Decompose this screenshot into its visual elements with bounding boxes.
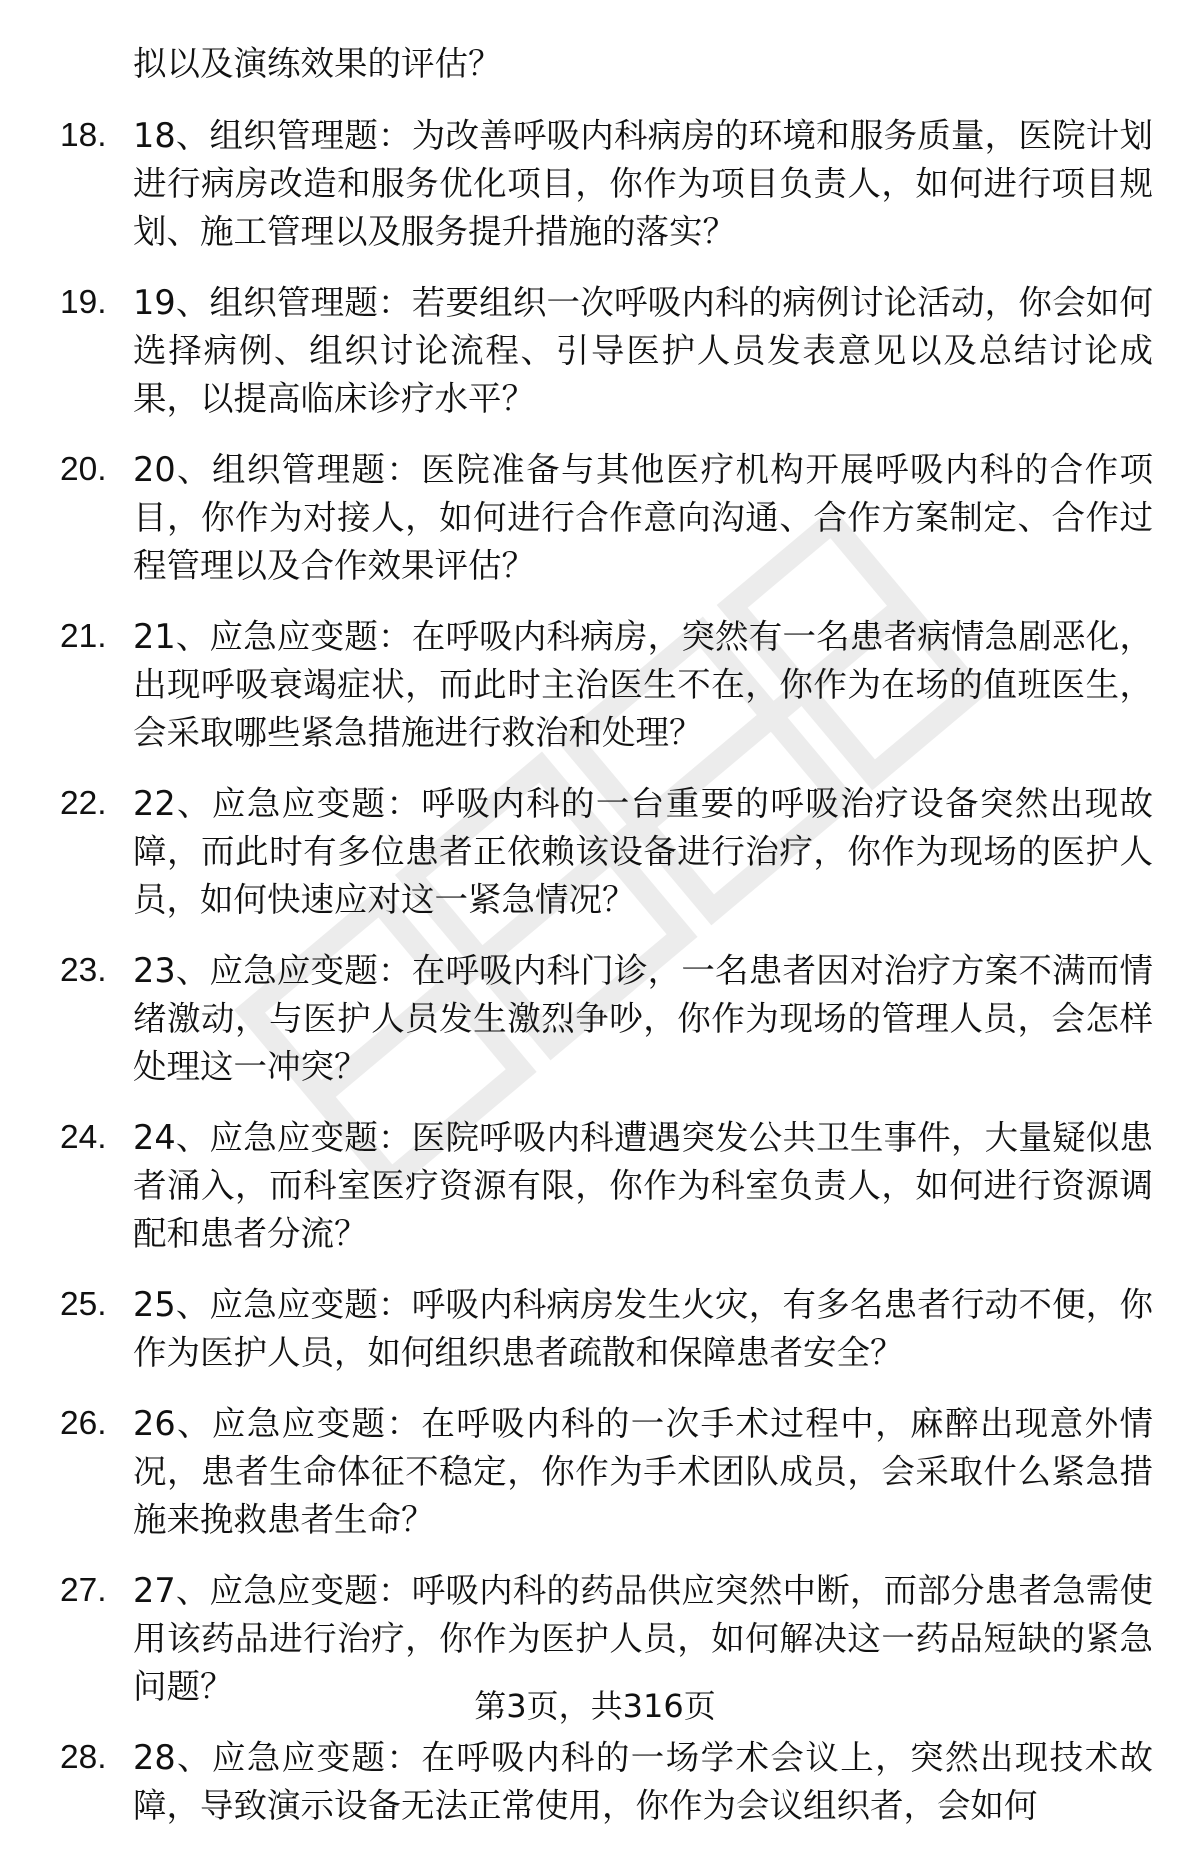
question-text: 19、组织管理题：若要组织一次呼吸内科的病例讨论活动，你会如何选择病例、组织讨论流程、引导医护人员发表意见以及总结讨论成果，以提高临床诊疗水平？ — [133, 283, 1153, 418]
question-item — [0, 446, 1190, 590]
question-item — [0, 947, 1190, 1091]
question-number: 20. — [60, 451, 107, 488]
question-item — [0, 1114, 1190, 1258]
question-text: 21、应急应变题：在呼吸内科病房，突然有一名患者病情急剧恶化，出现呼吸衰竭症状，而此时主治医生不在，你作为在场的值班医生，会采取哪些紧急措施进行救治和处理？ — [133, 617, 1153, 752]
question-item — [0, 112, 1190, 256]
question-text: 20、组织管理题：医院准备与其他医疗机构开展呼吸内科的合作项目，你作为对接人，如何进行合作意向沟通、合作方案制定、合作过程管理以及合作效果评估？ — [133, 450, 1153, 585]
question-list — [0, 112, 1190, 1853]
question-text: 25、应急应变题：呼吸内科病房发生火灾，有多名患者行动不便，你作为医护人员，如何组织患者疏散和保障患者安全？ — [133, 1285, 1153, 1372]
question-text: 23、应急应变题：在呼吸内科门诊，一名患者因对治疗方案不满而情绪激动，与医护人员发生激烈争吵，你作为现场的管理人员，会怎样处理这一冲突？ — [133, 951, 1153, 1086]
question-item — [0, 780, 1190, 924]
question-number: 19. — [60, 284, 107, 321]
question-text: 28、应急应变题：在呼吸内科的一场学术会议上，突然出现技术故障，导致演示设备无法正常使用，你作为会议组织者，会如何 — [133, 1738, 1153, 1825]
question-number: 23. — [60, 952, 107, 989]
question-item — [0, 1400, 1190, 1544]
question-text: 26、应急应变题：在呼吸内科的一次手术过程中，麻醉出现意外情况，患者生命体征不稳定，你作为手术团队成员，会采取什么紧急措施来挽救患者生命？ — [133, 1404, 1153, 1539]
question-item — [0, 1281, 1190, 1377]
question-number: 22. — [60, 785, 107, 822]
question-number: 18. — [60, 117, 107, 154]
page-footer: 第3页，共316页 — [474, 1687, 716, 1725]
question-text: 24、应急应变题：医院呼吸内科遭遇突发公共卫生事件，大量疑似患者涌入，而科室医疗资源有限，你作为科室负责人，如何进行资源调配和患者分流？ — [133, 1118, 1153, 1253]
question-number: 26. — [60, 1405, 107, 1442]
question-item — [0, 613, 1190, 757]
question-number: 27. — [60, 1572, 107, 1609]
question-number: 24. — [60, 1119, 107, 1156]
question-item — [0, 279, 1190, 423]
question-text: 22、应急应变题：呼吸内科的一台重要的呼吸治疗设备突然出现故障，而此时有多位患者正依赖该设备进行治疗，你作为现场的医护人员，如何快速应对这一紧急情况？ — [133, 784, 1153, 919]
question-text: 27、应急应变题：呼吸内科的药品供应突然中断，而部分患者急需使用该药品进行治疗，你作为医护人员，如何解决这一药品短缺的紧急问题？ — [133, 1571, 1153, 1706]
question-text: 18、组织管理题：为改善呼吸内科病房的环境和服务质量，医院计划进行病房改造和服务优化项目，你作为项目负责人，如何进行项目规划、施工管理以及服务提升措施的落实？ — [133, 116, 1153, 251]
question-number: 25. — [60, 1286, 107, 1323]
question-number: 28. — [60, 1739, 107, 1776]
continuation-text: 拟以及演练效果的评估？ — [133, 44, 502, 83]
question-number: 21. — [60, 618, 107, 655]
question-item — [0, 1734, 1190, 1830]
